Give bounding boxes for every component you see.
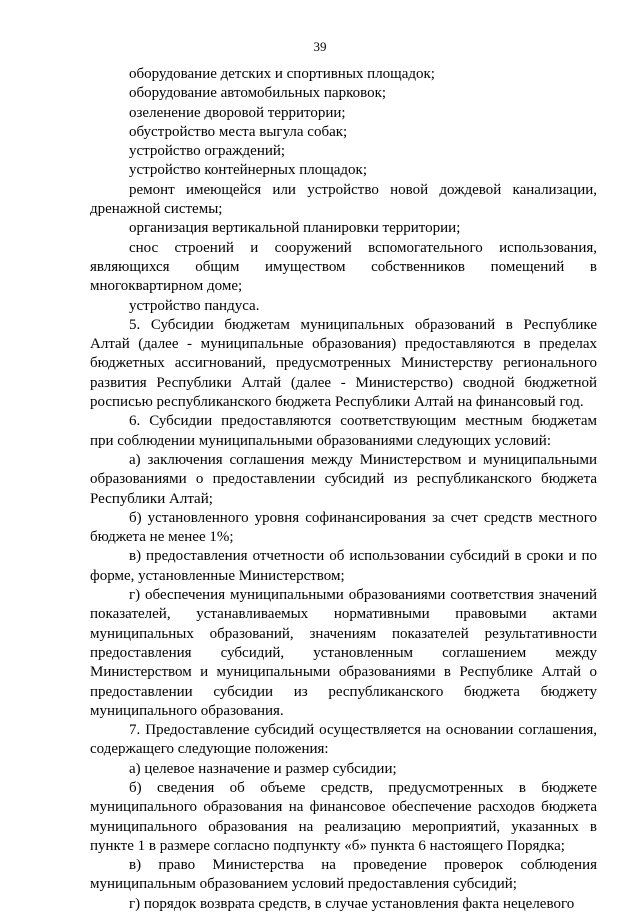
- paragraph-clause-7-a: а) целевое назначение и размер субсидии;: [129, 760, 397, 777]
- paragraph-clause-6: 6. Субсидии предоставляются соответствующим местным бюджетам при соблюдении муниципальными образованиями следующих условий:: [90, 413, 597, 449]
- page-number: 39: [313, 39, 327, 54]
- paragraph-clause-7-g: г) порядок возврата средств, в случае установления факта нецелевого: [129, 895, 575, 912]
- paragraph-item-9: снос строений и сооружений вспомогательного использования, являющихся общим имуществом собственников помещений в многоквартирном доме;: [90, 239, 597, 295]
- paragraph-clause-6-g: г) обеспечения муниципальными образованиями соответствия значений показателей, устанавливаемых нормативными правовыми актами муниципальных образований, значениям показателей результативности предоставления субсидий, установленным соглашением между Министерством и муниципальными образованиями в Республике Алтай о предоставлении субсидии из республиканского бюджета бюджету муниципального образования.: [90, 587, 597, 719]
- paragraph-clause-5: 5. Субсидии бюджетам муниципальных образований в Республике Алтай (далее - муниципальные образования) предоставляются в пределах бюджетных ассигнований, предусмотренных Министерству регионального развития Республики Алтай (далее - Министерство) сводной бюджетной росписью республиканского бюджета Республики Алтай на финансовый год.: [90, 316, 597, 411]
- paragraph-item-2: оборудование автомобильных парковок;: [129, 85, 387, 102]
- paragraph-clause-6-v: в) предоставления отчетности об использовании субсидий в сроки и по форме, установленные Министерством;: [90, 548, 597, 584]
- paragraph-clause-7-b: б) сведения об объеме средств, предусмотренных в бюджете муниципального образования на финансовое обеспечение расходов бюджета муниципального образования на реализацию мероприятий, указанных в пункте 1 в размере согласно подпункту «б» пункта 6 настоящего Порядка;: [90, 779, 597, 854]
- paragraph-clause-7: 7. Предоставление субсидий осуществляется на основании соглашения, содержащего следующие положения:: [90, 722, 597, 758]
- paragraph-item-4: обустройство места выгула собак;: [129, 123, 348, 140]
- paragraph-item-1: оборудование детских и спортивных площадок;: [129, 66, 435, 82]
- paragraph-item-7: ремонт имеющейся или устройство новой дождевой канализации, дренажной системы;: [90, 181, 597, 218]
- paragraph-item-5: устройство ограждений;: [129, 143, 286, 160]
- paragraph-item-6: устройство контейнерных площадок;: [129, 162, 368, 179]
- paragraph-clause-6-b: б) установленного уровня софинансирования за счет средств местного бюджета не менее 1%;: [90, 509, 597, 546]
- paragraph-item-10: устройство пандуса.: [129, 297, 260, 314]
- document-body: [90, 65, 597, 914]
- paragraph-item-3: озеленение дворовой территории;: [129, 104, 346, 121]
- paragraph-clause-6-a: а) заключения соглашения между Министерством и муниципальными образованиями о предоставлении субсидий из республиканского бюджета Республики Алтай;: [90, 451, 597, 507]
- paragraph-clause-7-v: в) право Министерства на проведение проверок соблюдения муниципальным образованием условий предоставления субсидий;: [90, 857, 597, 893]
- paragraph-item-8: организация вертикальной планировки территории;: [129, 220, 461, 237]
